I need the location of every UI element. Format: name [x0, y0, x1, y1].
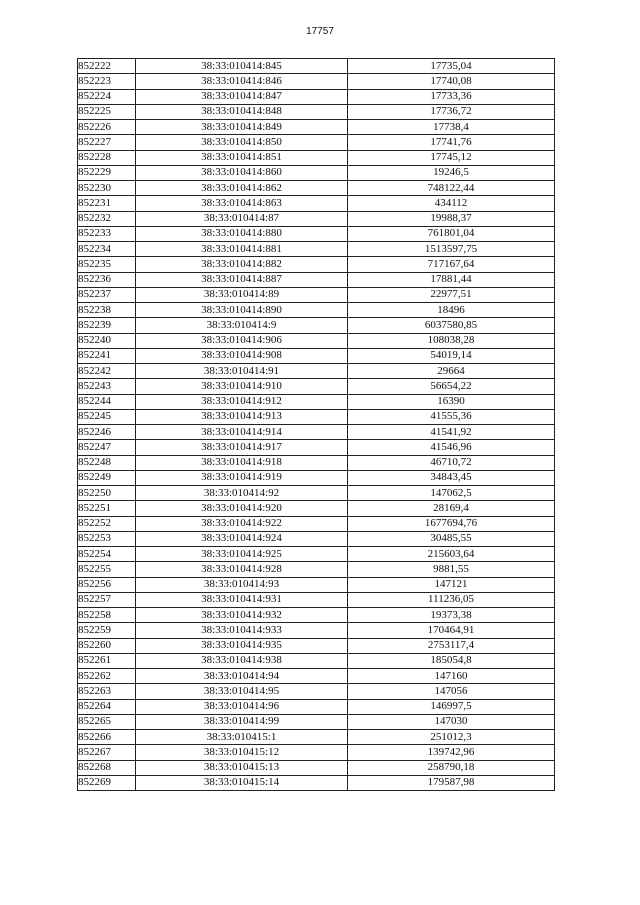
row-number-cell: 852228: [78, 150, 136, 165]
value-cell: 147160: [348, 669, 555, 684]
table-row: [78, 333, 555, 348]
table-body: [78, 59, 555, 791]
row-number-cell: 852261: [78, 653, 136, 668]
value-cell: 41541,92: [348, 425, 555, 440]
row-number-cell: 852237: [78, 287, 136, 302]
cadastral-number-cell: 38:33:010414:845: [136, 59, 348, 74]
value-cell: 251012,3: [348, 730, 555, 745]
row-number-cell: 852239: [78, 318, 136, 333]
cadastral-number-cell: 38:33:010414:96: [136, 699, 348, 714]
cadastral-number-cell: 38:33:010414:912: [136, 394, 348, 409]
value-cell: 1513597,75: [348, 242, 555, 257]
value-cell: 30485,55: [348, 531, 555, 546]
value-cell: 17740,08: [348, 74, 555, 89]
value-cell: 185054,8: [348, 653, 555, 668]
table-row: [78, 699, 555, 714]
table-row: [78, 608, 555, 623]
row-number-cell: 852226: [78, 120, 136, 135]
table-row: [78, 89, 555, 104]
row-number-cell: 852242: [78, 364, 136, 379]
cadastral-number-cell: 38:33:010414:932: [136, 608, 348, 623]
table-row: [78, 455, 555, 470]
table-row: [78, 653, 555, 668]
cadastral-number-cell: 38:33:010414:925: [136, 547, 348, 562]
row-number-cell: 852232: [78, 211, 136, 226]
row-number-cell: 852259: [78, 623, 136, 638]
row-number-cell: 852235: [78, 257, 136, 272]
value-cell: 258790,18: [348, 760, 555, 775]
value-cell: 147030: [348, 714, 555, 729]
cadastral-number-cell: 38:33:010414:99: [136, 714, 348, 729]
table-row: [78, 531, 555, 546]
cadastral-number-cell: 38:33:010414:849: [136, 120, 348, 135]
value-cell: 22977,51: [348, 287, 555, 302]
table-row: [78, 165, 555, 180]
cadastral-number-cell: 38:33:010415:14: [136, 775, 348, 790]
cadastral-number-cell: 38:33:010414:882: [136, 257, 348, 272]
cadastral-number-cell: 38:33:010415:1: [136, 730, 348, 745]
table-row: [78, 287, 555, 302]
value-cell: 9881,55: [348, 562, 555, 577]
cadastral-number-cell: 38:33:010414:89: [136, 287, 348, 302]
cadastral-value-table: [77, 58, 555, 791]
value-cell: 147056: [348, 684, 555, 699]
cadastral-number-cell: 38:33:010414:848: [136, 104, 348, 119]
row-number-cell: 852262: [78, 669, 136, 684]
row-number-cell: 852224: [78, 89, 136, 104]
row-number-cell: 852266: [78, 730, 136, 745]
table-row: [78, 562, 555, 577]
table-row: [78, 714, 555, 729]
cadastral-number-cell: 38:33:010414:913: [136, 409, 348, 424]
row-number-cell: 852256: [78, 577, 136, 592]
row-number-cell: 852269: [78, 775, 136, 790]
table-row: [78, 196, 555, 211]
cadastral-number-cell: 38:33:010414:920: [136, 501, 348, 516]
value-cell: 761801,04: [348, 226, 555, 241]
cadastral-number-cell: 38:33:010414:933: [136, 623, 348, 638]
cadastral-number-cell: 38:33:010414:917: [136, 440, 348, 455]
table-row: [78, 348, 555, 363]
cadastral-number-cell: 38:33:010414:906: [136, 333, 348, 348]
value-cell: 19988,37: [348, 211, 555, 226]
cadastral-number-cell: 38:33:010414:880: [136, 226, 348, 241]
table-row: [78, 516, 555, 531]
table-row: [78, 425, 555, 440]
table-row: [78, 135, 555, 150]
cadastral-number-cell: 38:33:010414:928: [136, 562, 348, 577]
value-cell: 139742,96: [348, 745, 555, 760]
value-cell: 46710,72: [348, 455, 555, 470]
value-cell: 18496: [348, 303, 555, 318]
cadastral-number-cell: 38:33:010415:13: [136, 760, 348, 775]
value-cell: 54019,14: [348, 348, 555, 363]
row-number-cell: 852231: [78, 196, 136, 211]
table-row: [78, 74, 555, 89]
value-cell: 1677694,76: [348, 516, 555, 531]
cadastral-number-cell: 38:33:010414:908: [136, 348, 348, 363]
value-cell: 56654,22: [348, 379, 555, 394]
table-row: [78, 623, 555, 638]
value-cell: 146997,5: [348, 699, 555, 714]
cadastral-number-cell: 38:33:010415:12: [136, 745, 348, 760]
row-number-cell: 852229: [78, 165, 136, 180]
cadastral-number-cell: 38:33:010414:94: [136, 669, 348, 684]
value-cell: 34843,45: [348, 470, 555, 485]
cadastral-number-cell: 38:33:010414:924: [136, 531, 348, 546]
row-number-cell: 852263: [78, 684, 136, 699]
row-number-cell: 852227: [78, 135, 136, 150]
value-cell: 147062,5: [348, 486, 555, 501]
cadastral-number-cell: 38:33:010414:910: [136, 379, 348, 394]
cadastral-number-cell: 38:33:010414:851: [136, 150, 348, 165]
value-cell: 16390: [348, 394, 555, 409]
row-number-cell: 852238: [78, 303, 136, 318]
value-cell: 17733,36: [348, 89, 555, 104]
table-row: [78, 501, 555, 516]
table-row: [78, 592, 555, 607]
table-row: [78, 379, 555, 394]
row-number-cell: 852222: [78, 59, 136, 74]
value-cell: 179587,98: [348, 775, 555, 790]
row-number-cell: 852244: [78, 394, 136, 409]
table-row: [78, 638, 555, 653]
table-row: [78, 470, 555, 485]
row-number-cell: 852260: [78, 638, 136, 653]
cadastral-number-cell: 38:33:010414:938: [136, 653, 348, 668]
table-row: [78, 211, 555, 226]
table-row: [78, 257, 555, 272]
row-number-cell: 852255: [78, 562, 136, 577]
row-number-cell: 852234: [78, 242, 136, 257]
cadastral-number-cell: 38:33:010414:847: [136, 89, 348, 104]
table-row: [78, 272, 555, 287]
table-row: [78, 394, 555, 409]
cadastral-number-cell: 38:33:010414:881: [136, 242, 348, 257]
cadastral-number-cell: 38:33:010414:95: [136, 684, 348, 699]
cadastral-number-cell: 38:33:010414:87: [136, 211, 348, 226]
table-row: [78, 120, 555, 135]
table-row: [78, 104, 555, 119]
value-cell: 17881,44: [348, 272, 555, 287]
cadastral-number-cell: 38:33:010414:93: [136, 577, 348, 592]
row-number-cell: 852230: [78, 181, 136, 196]
value-cell: 717167,64: [348, 257, 555, 272]
table-row: [78, 486, 555, 501]
row-number-cell: 852249: [78, 470, 136, 485]
cadastral-number-cell: 38:33:010414:931: [136, 592, 348, 607]
cadastral-number-cell: 38:33:010414:922: [136, 516, 348, 531]
table-row: [78, 242, 555, 257]
row-number-cell: 852243: [78, 379, 136, 394]
cadastral-number-cell: 38:33:010414:92: [136, 486, 348, 501]
table-row: [78, 775, 555, 790]
cadastral-number-cell: 38:33:010414:918: [136, 455, 348, 470]
value-cell: 17741,76: [348, 135, 555, 150]
row-number-cell: 852240: [78, 333, 136, 348]
table-row: [78, 181, 555, 196]
table-row: [78, 547, 555, 562]
row-number-cell: 852257: [78, 592, 136, 607]
value-cell: 111236,05: [348, 592, 555, 607]
table-row: [78, 440, 555, 455]
value-cell: 41546,96: [348, 440, 555, 455]
value-cell: 748122,44: [348, 181, 555, 196]
cadastral-number-cell: 38:33:010414:890: [136, 303, 348, 318]
cadastral-number-cell: 38:33:010414:887: [136, 272, 348, 287]
cadastral-number-cell: 38:33:010414:860: [136, 165, 348, 180]
value-cell: 147121: [348, 577, 555, 592]
row-number-cell: 852248: [78, 455, 136, 470]
cadastral-number-cell: 38:33:010414:914: [136, 425, 348, 440]
table-row: [78, 669, 555, 684]
value-cell: 170464,91: [348, 623, 555, 638]
row-number-cell: 852246: [78, 425, 136, 440]
row-number-cell: 852225: [78, 104, 136, 119]
table-row: [78, 684, 555, 699]
row-number-cell: 852251: [78, 501, 136, 516]
table-row: [78, 577, 555, 592]
cadastral-number-cell: 38:33:010414:863: [136, 196, 348, 211]
table-row: [78, 318, 555, 333]
row-number-cell: 852250: [78, 486, 136, 501]
value-cell: 2753117,4: [348, 638, 555, 653]
value-cell: 29664: [348, 364, 555, 379]
value-cell: 6037580,85: [348, 318, 555, 333]
row-number-cell: 852223: [78, 74, 136, 89]
table-row: [78, 760, 555, 775]
value-cell: 28169,4: [348, 501, 555, 516]
row-number-cell: 852247: [78, 440, 136, 455]
value-cell: 17735,04: [348, 59, 555, 74]
cadastral-number-cell: 38:33:010414:919: [136, 470, 348, 485]
value-cell: 19373,38: [348, 608, 555, 623]
row-number-cell: 852254: [78, 547, 136, 562]
row-number-cell: 852236: [78, 272, 136, 287]
table-row: [78, 409, 555, 424]
row-number-cell: 852245: [78, 409, 136, 424]
page-number: 17757: [306, 26, 334, 37]
row-number-cell: 852265: [78, 714, 136, 729]
table-row: [78, 745, 555, 760]
cadastral-number-cell: 38:33:010414:935: [136, 638, 348, 653]
cadastral-number-cell: 38:33:010414:9: [136, 318, 348, 333]
value-cell: 17736,72: [348, 104, 555, 119]
cadastral-number-cell: 38:33:010414:862: [136, 181, 348, 196]
row-number-cell: 852253: [78, 531, 136, 546]
row-number-cell: 852241: [78, 348, 136, 363]
value-cell: 41555,36: [348, 409, 555, 424]
table-row: [78, 303, 555, 318]
table-row: [78, 730, 555, 745]
cadastral-number-cell: 38:33:010414:850: [136, 135, 348, 150]
value-cell: 108038,28: [348, 333, 555, 348]
row-number-cell: 852264: [78, 699, 136, 714]
row-number-cell: 852268: [78, 760, 136, 775]
row-number-cell: 852233: [78, 226, 136, 241]
value-cell: 19246,5: [348, 165, 555, 180]
cadastral-number-cell: 38:33:010414:846: [136, 74, 348, 89]
table-row: [78, 59, 555, 74]
table-row: [78, 364, 555, 379]
row-number-cell: 852267: [78, 745, 136, 760]
value-cell: 434112: [348, 196, 555, 211]
value-cell: 17745,12: [348, 150, 555, 165]
value-cell: 215603,64: [348, 547, 555, 562]
cadastral-number-cell: 38:33:010414:91: [136, 364, 348, 379]
row-number-cell: 852258: [78, 608, 136, 623]
value-cell: 17738,4: [348, 120, 555, 135]
table-row: [78, 226, 555, 241]
table-row: [78, 150, 555, 165]
row-number-cell: 852252: [78, 516, 136, 531]
